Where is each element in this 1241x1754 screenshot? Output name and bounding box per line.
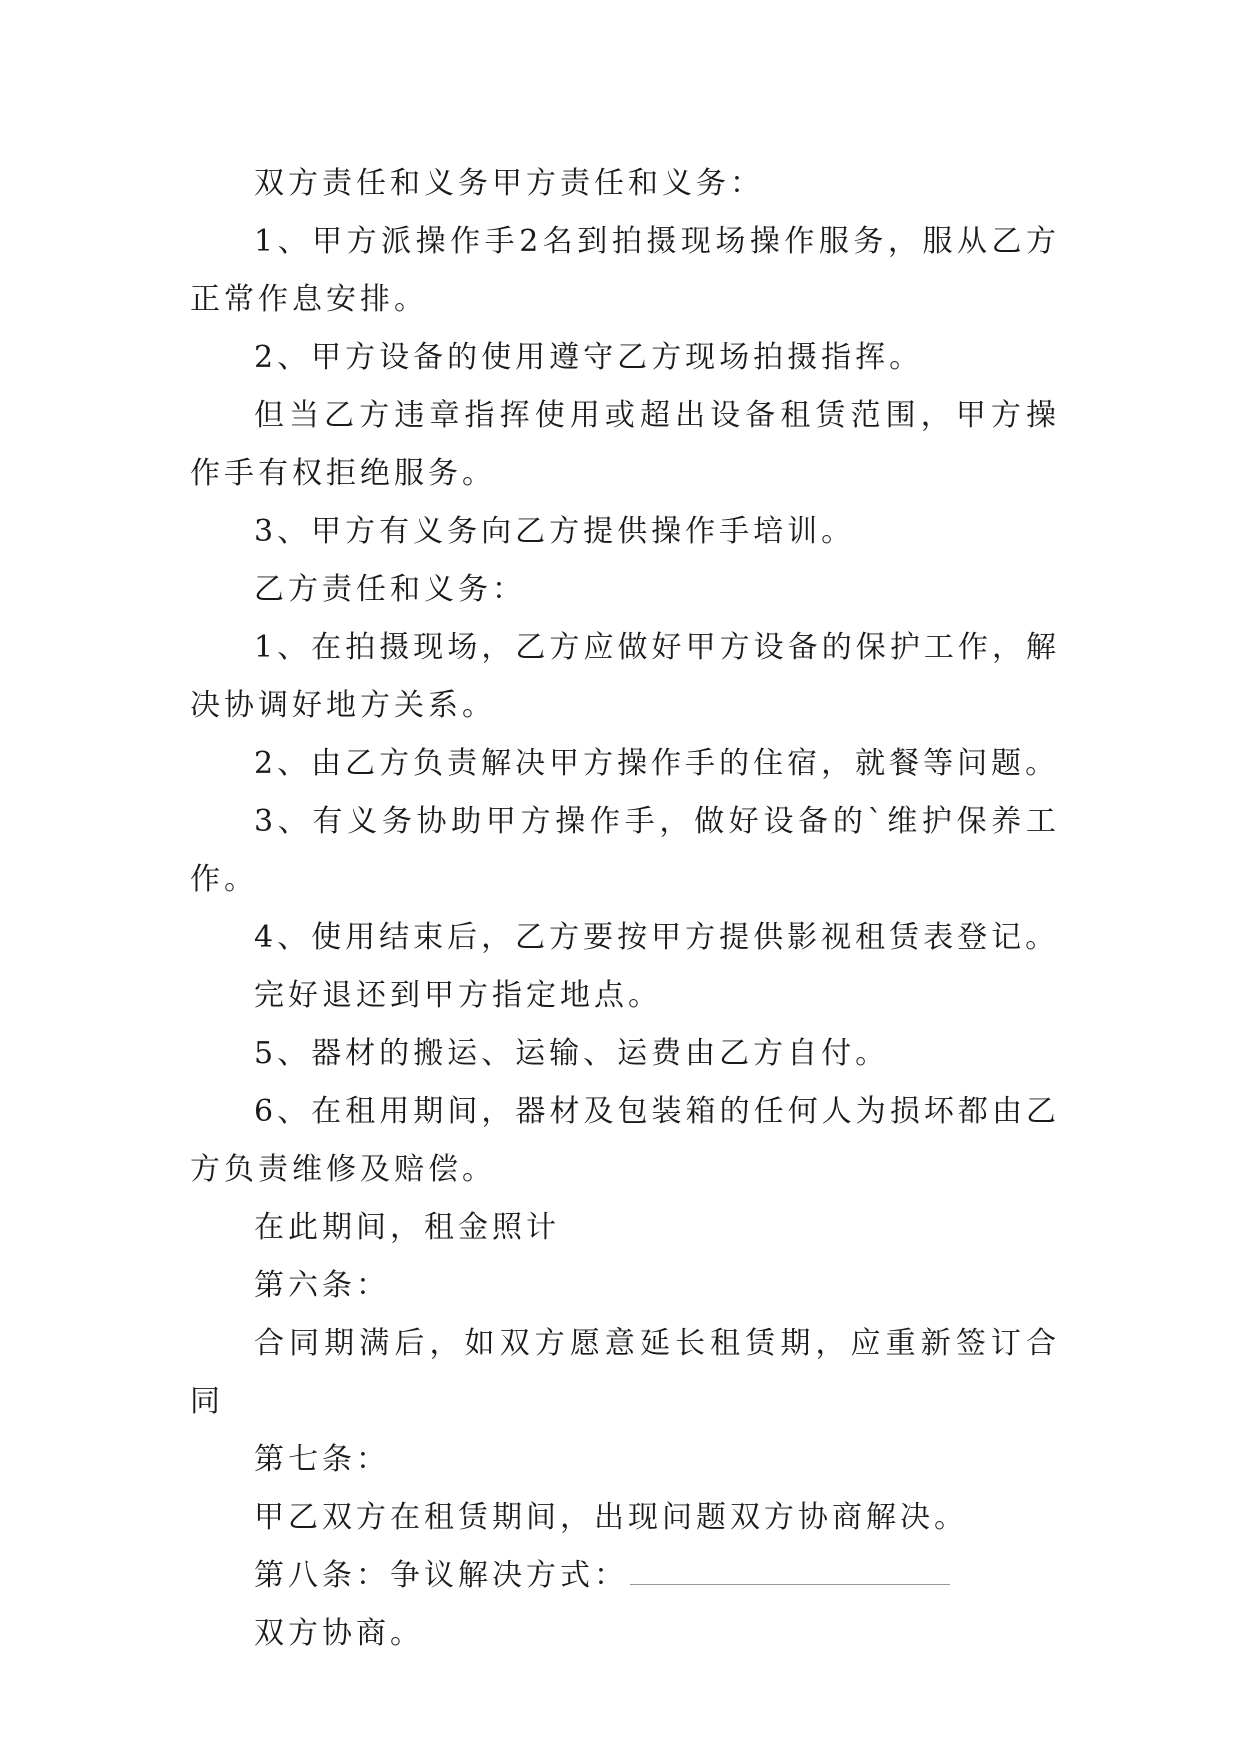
paragraph-duties-heading: 双方责任和义务甲方责任和义务：	[254, 166, 764, 201]
paragraph-return-location: 完好退还到甲方指定地点。	[254, 978, 662, 1013]
article-six-text: 合同期满后，如双方愿意延长租赁期，应重新签订合同	[190, 1326, 1060, 1419]
paragraph-party-a-item-2: 2、甲方设备的使用遵守乙方现场拍摄指挥。	[254, 340, 924, 375]
article-seven-heading: 第七条：	[254, 1442, 390, 1477]
paragraph-party-b-item-1: 1、在拍摄现场，乙方应做好甲方设备的保护工作，解决协调好地方关系。	[190, 630, 1060, 723]
paragraph-party-b-item-3: 3、有义务协助甲方操作手，做好设备的`维护保养工作。	[190, 804, 1060, 897]
dispute-resolution-blank	[630, 1562, 950, 1585]
paragraph-party-b-item-2: 2、由乙方负责解决甲方操作手的住宿，就餐等问题。	[254, 746, 1060, 781]
paragraph-party-b-item-4: 4、使用结束后，乙方要按甲方提供影视租赁表登记。	[254, 920, 1060, 955]
paragraph-party-b-item-5: 5、器材的搬运、运输、运费由乙方自付。	[254, 1036, 890, 1071]
paragraph-refusal-right: 但当乙方违章指挥使用或超出设备租赁范围，甲方操作手有权拒绝服务。	[190, 398, 1060, 491]
paragraph-party-b-heading: 乙方责任和义务：	[254, 572, 526, 607]
article-eight-line	[190, 1547, 1060, 1605]
article-eight-heading: 第八条：争议解决方式：	[254, 1558, 628, 1593]
article-seven-text: 甲乙双方在租赁期间，出现问题双方协商解决。	[254, 1500, 968, 1535]
paragraph-rent-continues: 在此期间，租金照计	[254, 1210, 560, 1245]
document-body	[190, 155, 1060, 1663]
paragraph-party-b-item-6: 6、在租用期间，器材及包装箱的任何人为损坏都由乙方负责维修及赔偿。	[190, 1094, 1060, 1187]
paragraph-party-a-item-3: 3、甲方有义务向乙方提供操作手培训。	[254, 514, 856, 549]
paragraph-party-a-item-1: 1、甲方派操作手2名到拍摄现场操作服务，服从乙方正常作息安排。	[190, 224, 1060, 317]
article-eight-text: 双方协商。	[254, 1616, 424, 1651]
article-six-heading: 第六条：	[254, 1268, 390, 1303]
